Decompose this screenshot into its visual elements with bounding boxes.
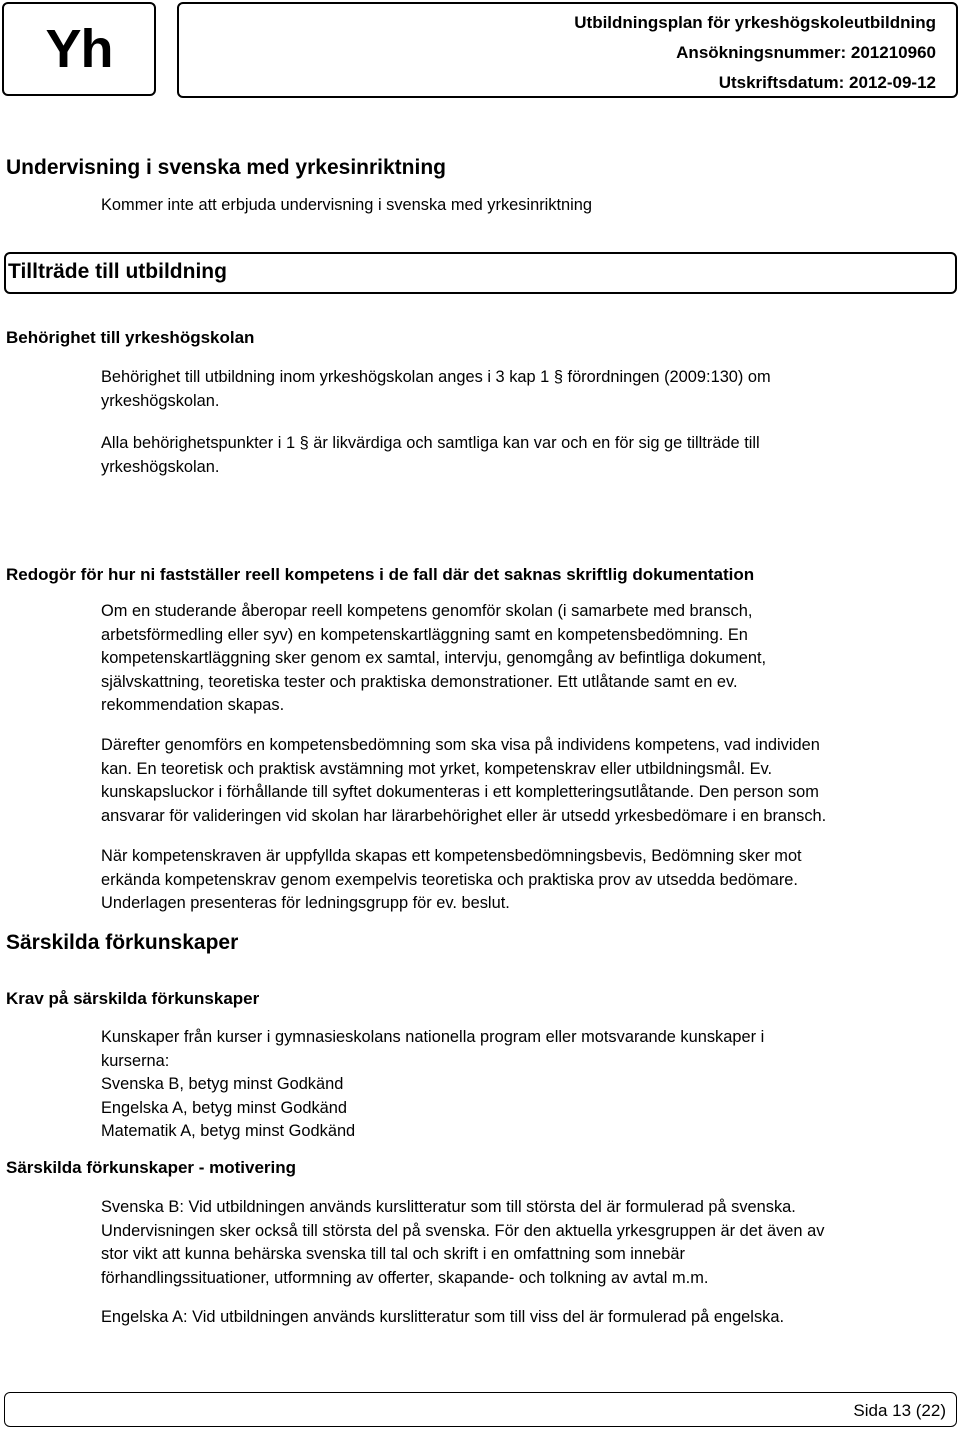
reell-paragraph-2 <box>101 734 826 828</box>
reell-paragraph-3 <box>101 845 802 916</box>
text-line: kunskapsluckor i förhållande till syftet dokumenteras i ett kompletteringsutlåtande. Den person som <box>101 783 819 801</box>
text-line: ansvarar för valideringen vid skolan har lärarbehörighet eller är utsedd yrkesbedömare i en bransch. <box>101 806 827 825</box>
behorighet-paragraph-2 <box>101 432 760 479</box>
section-title-undervisning: Undervisning i svenska med yrkesinriktning <box>6 156 446 179</box>
text-line: förhandlingssituationer, utformning av offerter, skapande- och tolkning av avtal m.m. <box>101 1268 709 1287</box>
section-title-tilltrade: Tillträde till utbildning <box>8 260 227 283</box>
document-header <box>177 2 958 98</box>
text-line: kompetenskartläggning sker genom ex samtal, intervju, genomgång av befintliga dokument, <box>101 649 767 667</box>
behorighet-paragraph-1 <box>101 366 771 413</box>
subsection-title-behorighet: Behörighet till yrkeshögskolan <box>6 328 255 347</box>
motivering-paragraph-2 <box>101 1306 784 1330</box>
header-application-number: Ansökningsnummer: 201210960 <box>676 43 936 62</box>
text-line: Svenska B: Vid utbildningen används kurslitteratur som till största del är formulerad på svenska. <box>101 1198 796 1216</box>
text-line: Svenska B, betyg minst Godkänd <box>101 1075 344 1093</box>
text-line: Behörighet till utbildning inom yrkeshögskolan anges i 3 kap 1 § förordningen (2009:130) om <box>101 368 771 386</box>
undervisning-text: Kommer inte att erbjuda undervisning i svenska med yrkesinriktning <box>101 196 593 214</box>
header-title: Utbildningsplan för yrkeshögskoleutbildning <box>574 13 936 32</box>
text-line: Därefter genomförs en kompetensbedömning som ska visa på individens kompetens, vad individen <box>101 736 820 754</box>
text-line: Engelska A, betyg minst Godkänd <box>101 1098 348 1117</box>
text-line: Engelska A: Vid utbildningen används kurslitteratur som till viss del är formulerad på engelska. <box>101 1308 785 1326</box>
text-line: När kompetenskraven är uppfyllda skapas ett kompetensbedömningsbevis, Bedömning sker mot <box>101 847 802 865</box>
section-title-sarskilda-forkunskaper: Särskilda förkunskaper <box>6 931 239 954</box>
text-line: stor vikt att kunna behärska svenska till tal och skrift i en omfattning som innebär <box>101 1245 685 1263</box>
text-line: yrkeshögskolan. <box>101 391 220 410</box>
krav-paragraph <box>101 1026 764 1144</box>
text-line: Matematik A, betyg minst Godkänd <box>101 1122 356 1140</box>
text-line: självskattning, teoretiska tester och praktiska demonstrationer. Ett utlåtande samt en ev. <box>101 672 738 691</box>
text-line: kurserna: <box>101 1051 170 1070</box>
reell-paragraph-1 <box>101 600 766 718</box>
motivering-paragraph-1 <box>101 1196 824 1290</box>
text-line: Om en studerande åberopar reell kompetens genomför skolan (i samarbete med bransch, <box>101 602 753 620</box>
logo-text: Yh <box>45 19 113 79</box>
text-line: kan. En teoretisk och praktisk avstämning mot yrket, kompetenskrav eller utbildningsmål. Ev. <box>101 759 773 778</box>
header-print-date: Utskriftsdatum: 2012-09-12 <box>718 73 936 92</box>
logo <box>2 2 156 96</box>
footer-box <box>4 1392 957 1427</box>
text-line: arbetsförmedling eller syv) en kompetenskartläggning samt en kompetensbedömning. En <box>101 625 748 644</box>
text-line: Alla behörighetspunkter i 1 § är likvärdiga och samtliga kan var och en för sig ge tillträde till <box>101 434 760 452</box>
text-line: Kunskaper från kurser i gymnasieskolans nationella program eller motsvarande kunskaper i <box>101 1028 765 1046</box>
text-line: erkända kompetenskrav genom exempelvis teoretiska och praktiska prov av utsedda bedömare. <box>101 870 798 889</box>
text-line: rekommendation skapas. <box>101 696 285 714</box>
text-line: Underlagen presenteras för ledningsgrupp för ev. beslut. <box>101 894 510 912</box>
text-line: Undervisningen sker också till största del på svenska. För den aktuella yrkesgruppen är det även av <box>101 1221 825 1240</box>
subsection-title-reell-kompetens: Redogör för hur ni fastställer reell kompetens i de fall där det saknas skriftlig dokumentation <box>6 565 755 584</box>
subsection-title-motivering: Särskilda förkunskaper - motivering <box>6 1158 297 1177</box>
page-number: Sida 13 (22) <box>853 1401 946 1420</box>
subsection-title-krav: Krav på särskilda förkunskaper <box>6 989 260 1008</box>
text-line: yrkeshögskolan. <box>101 457 220 476</box>
